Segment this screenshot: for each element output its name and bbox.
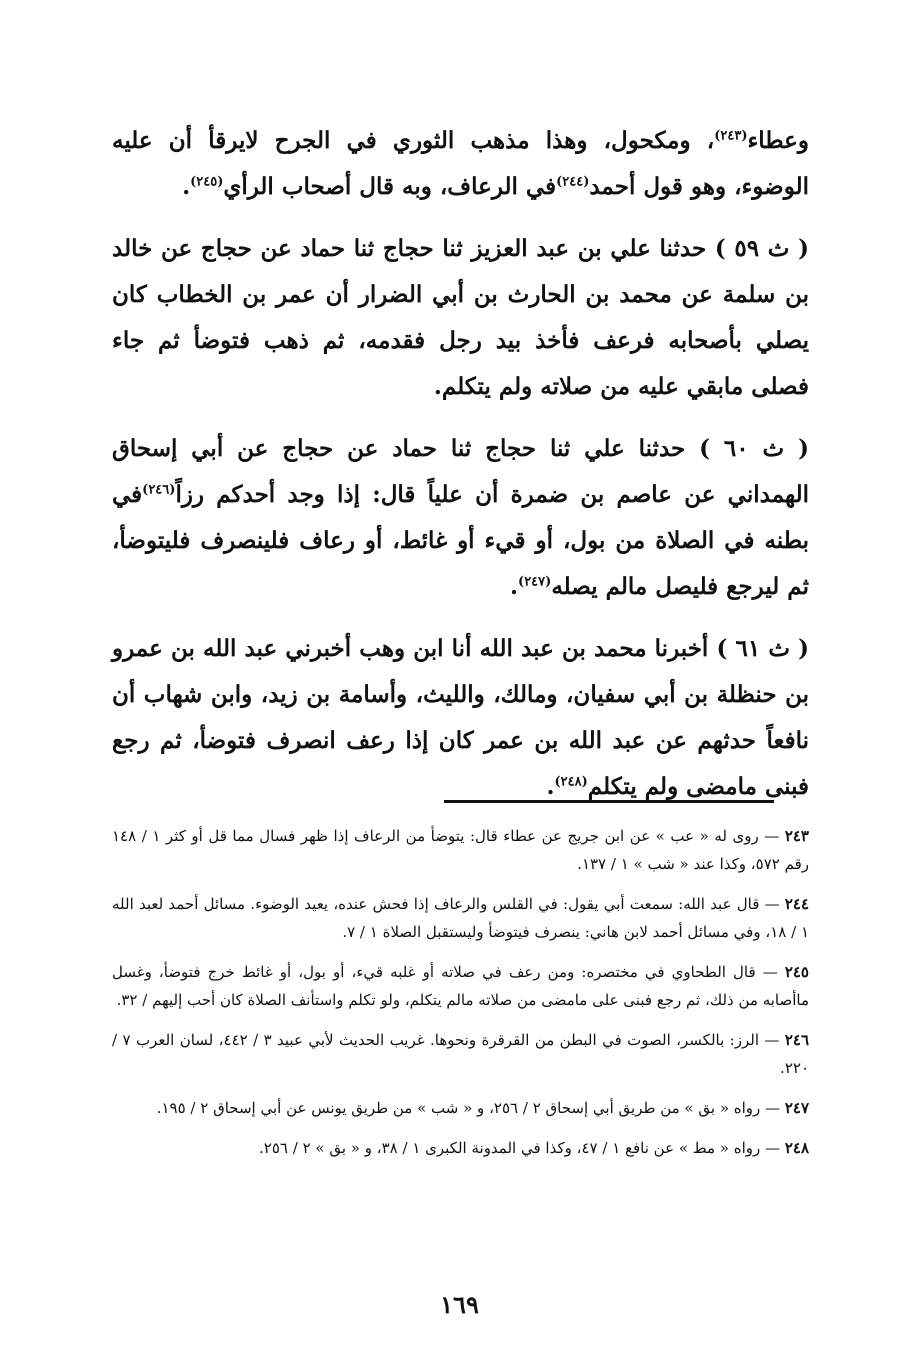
paragraph-athar-61-suffix: . [546, 773, 555, 800]
paragraph-1-suffix: . [182, 173, 191, 200]
footnote-number: ٢٤٣ [784, 827, 809, 845]
footnote-243 [112, 822, 809, 878]
footnote-text: — رواه « بق » من طريق أبي إسحاق ٢ / ٢٥٦، و « شب » من طريق يونس عن أبي إسحاق ٢ / ١٩٥. [156, 1099, 781, 1117]
page-number: ١٦٩ [440, 1290, 479, 1319]
footnote-number: ٢٤٨ [784, 1139, 809, 1157]
footnote-ref-243: (٢٤٣) [714, 128, 748, 144]
paragraph-athar-60-prefix: ( ث ٦٠ ) حدثنا علي ثنا حجاج ثنا حماد عن حجاج عن أبي إسحاق الهمداني عن عاصم بن ضمرة أن علياً قال: إذا وجد أحدكم رزاً [112, 435, 809, 508]
footnote-text: — قال الطحاوي في مختصره: ومن رعف في صلاته أو غلبه قيء، أو بول، أو غائط خرج فتوضأ، وغسل ماأصابه من ذلك، ثم رجع فبنى على مامضى من صلاته مالم يتكلم، ولو تكلم واستأنف الصلاة كان أحب إليهم / ٣٢. [112, 963, 809, 1009]
footnote-246 [112, 1026, 809, 1082]
paragraph-athar-61-prefix: ( ث ٦١ ) أخبرنا محمد بن عبد الله أنا ابن وهب أخبرني عبد الله بن عمرو بن حنظلة بن أبي سفيان، ومالك، والليث، وأسامة بن زيد، وابن شهاب أن نافعاً حدثهم عن عبد الله بن عمر كان إذا رعف انصرف فتوضأ، ثم رجع فبنى مامضى ولم يتكلم [112, 635, 809, 800]
paragraph-athar-60-suffix: . [510, 573, 519, 600]
footnote-244 [112, 890, 809, 946]
footnote-248 [112, 1134, 809, 1162]
footnote-number: ٢٤٤ [784, 895, 809, 913]
footnote-number: ٢٤٥ [784, 963, 809, 981]
footnote-ref-245: (٢٤٥) [190, 174, 224, 190]
main-text-body [112, 118, 809, 826]
paragraph-athar-60 [112, 426, 809, 610]
footnote-number: ٢٤٧ [784, 1099, 809, 1117]
footnote-text: — قال عبد الله: سمعت أبي يقول: في القلس والرعاف إذا فحش عنده، يعيد الوضوء. مسائل أحمد لعبد الله ١ / ١٨، وفي مسائل أحمد لابن هاني: ينصرف فيتوضأ وليستقبل الصلاة ١ / ٧. [112, 895, 809, 941]
footnote-247 [112, 1094, 809, 1122]
footnote-ref-248: (٢٤٨) [554, 774, 588, 790]
footnote-ref-246: (٢٤٦) [142, 482, 176, 498]
footnote-divider [444, 800, 774, 803]
paragraph-1-mid2: في الرعاف، وبه قال أصحاب الرأي [223, 173, 557, 200]
footnote-text: — الرز: بالكسر، الصوت في البطن من القرقرة ونحوها. غريب الحديث لأبي عبيد ٣ / ٤٤٢، لسان العرب ٧ / ٢٢٠. [112, 1031, 809, 1077]
footnotes-section [112, 822, 809, 1174]
footnote-ref-244: (٢٤٤) [556, 174, 590, 190]
footnote-245 [112, 958, 809, 1014]
paragraph-athar-61 [112, 626, 809, 810]
paragraph-1-mid1: ، ومكحول، وهذا مذهب الثوري في الجرح لايرقأ أن عليه الوضوء، وهو قول أحمد [112, 127, 809, 200]
paragraph-athar-59: ( ث ٥٩ ) حدثنا علي بن عبد العزيز ثنا حجاج ثنا حماد عن حجاج عن خالد بن سلمة عن محمد بن الحارث بن أبي الضرار أن عمر بن الخطاب كان يصلي بأصحابه فرعف فأخذ بيد رجل فقدمه، ثم ذهب فتوضأ ثم جاء فصلى مابقي عليه من صلاته ولم يتكلم. [112, 235, 809, 400]
footnote-number: ٢٤٦ [784, 1031, 809, 1049]
paragraph-1-prefix: وعطاء [747, 127, 809, 154]
paragraph-1 [112, 118, 809, 210]
footnote-text: — روى له « عب » عن ابن جريج عن عطاء قال: يتوضأ من الرعاف إذا ظهر فسال مما قل أو كثر ١ / ١٤٨ رقم ٥٧٢، وكذا عند « شب » ١ / ١٣٧. [112, 827, 809, 873]
footnote-ref-247: (٢٤٧) [518, 574, 552, 590]
footnote-text: — رواه « مط » عن نافع ١ / ٤٧، وكذا في المدونة الكبرى ١ / ٣٨، و « بق » ٢ / ٢٥٦. [259, 1139, 781, 1157]
paragraph-athar-60-mid: في بطنه في الصلاة من بول، أو قيء أو غائط، أو رعاف فلينصرف فليتوضأ، ثم ليرجع فليصل مالم يصله [112, 481, 809, 600]
